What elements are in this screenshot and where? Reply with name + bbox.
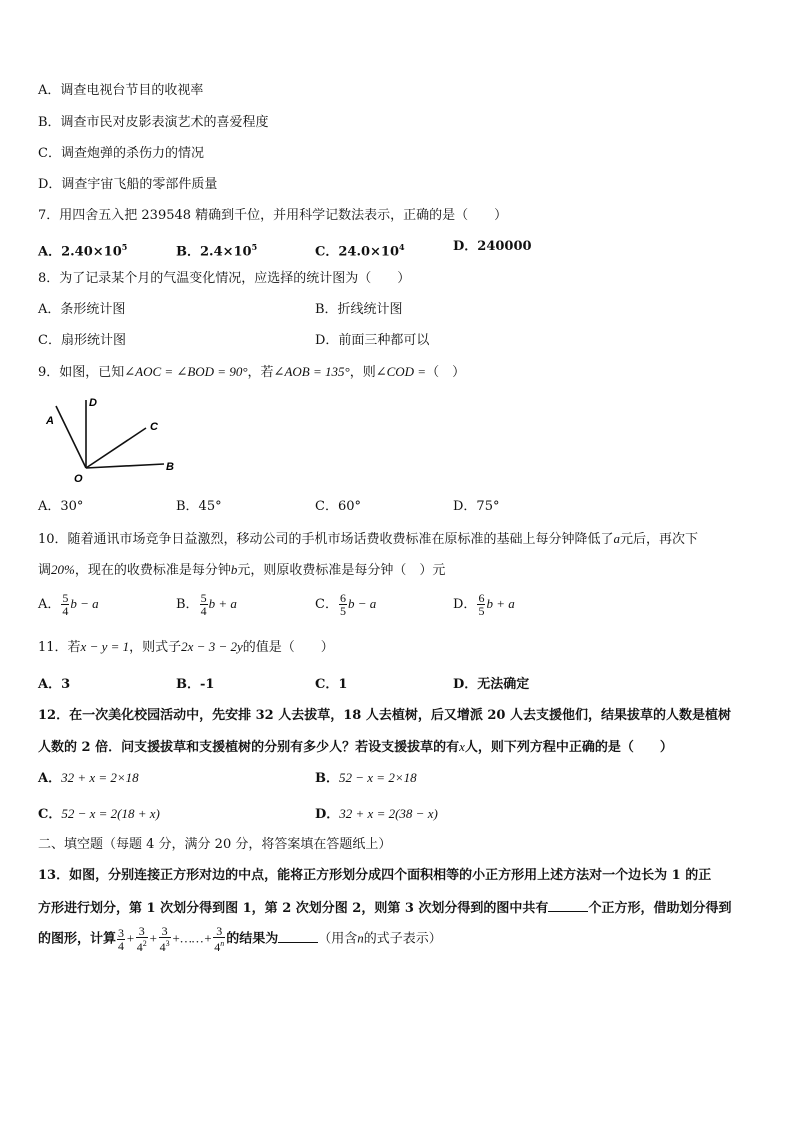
label-c: C — [150, 421, 158, 433]
q11-option-b: B．-1 — [176, 677, 215, 692]
answer-blank-2[interactable] — [278, 929, 318, 943]
q11-option-c: C．1 — [315, 677, 348, 692]
q12-option-b: B．52 − x = 2×18 — [315, 770, 417, 786]
ray-oa — [56, 406, 86, 468]
q9-stem: 9．如图，已知∠AOC = ∠BOD = 90°，若∠AOB = 135°，则∠COD =（ ） — [38, 364, 466, 380]
label-o: O — [74, 473, 83, 484]
q10-option-b: B． $\frac{5}{4}$ b + a — [176, 591, 237, 618]
q8-option-c: C．扇形统计图 — [38, 333, 126, 348]
q13-stem-line3: 的图形，计算 $\frac{3}{4}$ + $\frac{3}{4^2}$ + $\frac{3}{4^3}$ +……+ $\frac{3}{4^n}$ 的结果为 （用含n的式子表示） — [38, 924, 442, 954]
q7-option-c: C．$24.0\times 10^4$ — [315, 242, 405, 260]
q12-option-c: C．52 − x = 2(18 + x) — [38, 806, 160, 822]
q12-option-d: D．32 + x = 2(38 − x) — [315, 806, 438, 822]
q8-option-b: B．折线统计图 — [315, 302, 403, 317]
q7-option-a: A．$2.40\times 10^5$ — [38, 242, 128, 260]
q13-stem-line1: 13．如图，分别连接正方形对边的中点，能将正方形划分成四个面积相等的小正方形用上述方法对一个边长为 1 的正 — [38, 868, 712, 883]
q9-option-a: A．30° — [38, 499, 84, 514]
label-d: D — [89, 397, 97, 409]
q7-option-d: D．240000 — [453, 239, 532, 254]
q10-option-a: A． $\frac{5}{4}$ b − a — [38, 591, 99, 618]
q7-stem: 7．用四舍五入把 239548 精确到千位，并用科学记数法表示，正确的是（ ） — [38, 208, 508, 223]
q11-option-d: D．无法确定 — [453, 677, 530, 692]
q8-option-a: A．条形统计图 — [38, 302, 126, 317]
q6-option-d: D．调查宇宙飞船的零部件质量 — [38, 177, 218, 192]
q9-option-d: D．75° — [453, 499, 500, 514]
q9-option-c: C．60° — [315, 499, 361, 514]
q12-stem-line2: 人数的 2 倍．问支援拔草和支援植树的分别有多少人？若设支援拔草的有x人，则下列方程中正确的是（ ） — [38, 739, 673, 755]
q13-stem-line2: 方形进行划分，第 1 次划分得到图 1，第 2 次划分图 2，则第 3 次划分得到的图中共有 个正方形，借助划分得到 — [38, 898, 731, 918]
q6-option-c: C．调查炮弹的杀伤力的情况 — [38, 146, 204, 161]
answer-blank-1[interactable] — [548, 898, 588, 912]
q10-option-d: D． $\frac{6}{5}$ b + a — [453, 591, 515, 618]
q6-option-b: B．调查市民对皮影表演艺术的喜爱程度 — [38, 115, 269, 130]
ray-oc — [86, 428, 146, 468]
q11-option-a: A．3 — [38, 677, 71, 692]
q11-stem: 11．若x − y = 1，则式子2x − 3 − 2y的值是（ ） — [38, 639, 334, 655]
q10-stem-line1: 10．随着通讯市场竞争日益激烈，移动公司的手机市场话费收费标准在原标准的基础上每分钟降低了a元后，再次下 — [38, 531, 699, 547]
q8-stem: 8．为了记录某个月的气温变化情况，应选择的统计图为（ ） — [38, 271, 411, 286]
q12-stem-line1: 12．在一次美化校园活动中，先安排 32 人去拔草，18 人去植树，后又增派 20 人去支援他们，结果拔草的人数是植树 — [38, 708, 731, 723]
q12-option-a: A．32 + x = 2×18 — [38, 770, 139, 786]
q10-option-c: C． $\frac{6}{5}$ b − a — [315, 591, 377, 618]
label-b: B — [166, 461, 174, 473]
label-a: A — [46, 415, 54, 427]
q9-option-b: B．45° — [176, 499, 222, 514]
q7-option-b: B．$2.4\times 10^5$ — [176, 242, 258, 260]
q6-option-a: A．调查电视台节目的收视率 — [38, 83, 204, 98]
section-heading-fill-in: 二、填空题（每题 4 分，满分 20 分，将答案填在答题纸上） — [38, 837, 392, 852]
ray-ob — [86, 464, 164, 468]
q8-option-d: D．前面三种都可以 — [315, 333, 430, 348]
q10-stem-line2: 调20%，现在的收费标准是每分钟b元，则原收费标准是每分钟（ ）元 — [38, 562, 446, 578]
q9-angle-figure — [42, 392, 182, 484]
